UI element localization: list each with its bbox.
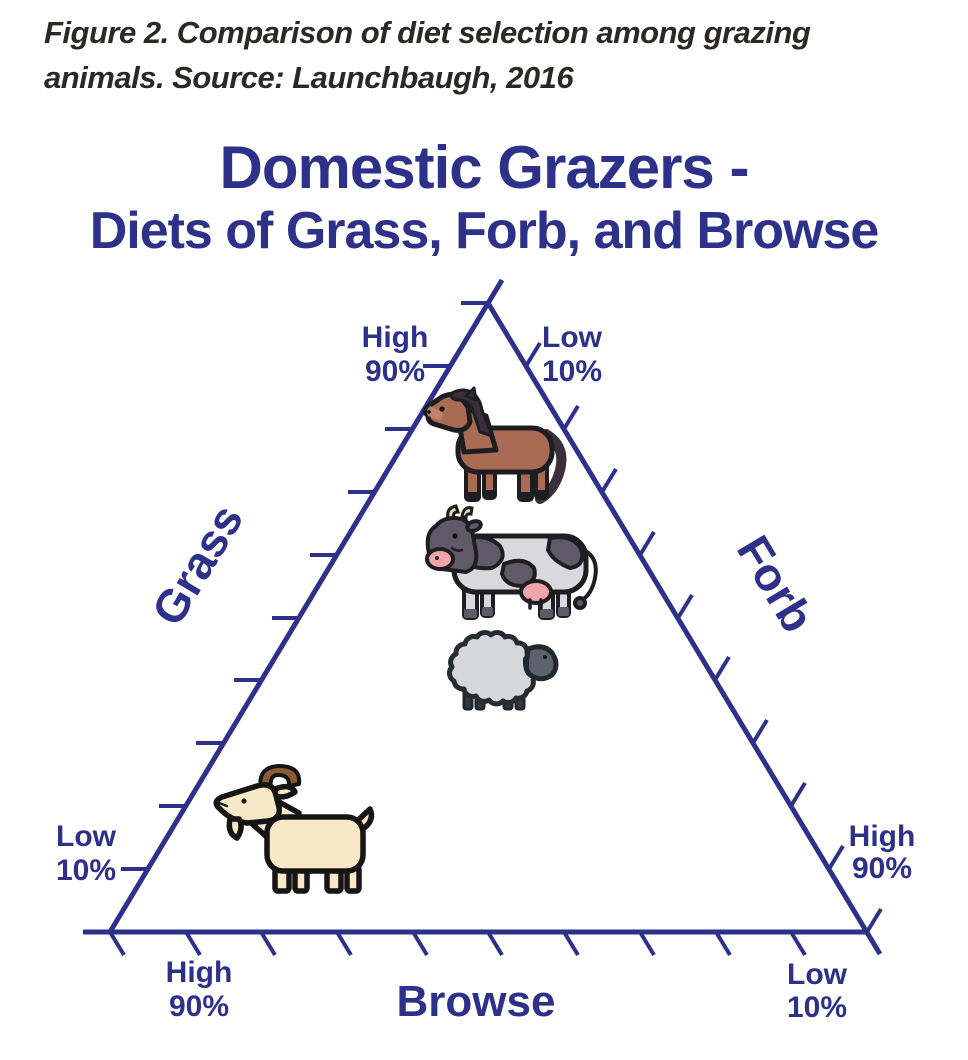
forb-high-label-line2: 90% — [851, 852, 913, 885]
goat-eye — [241, 798, 246, 803]
grass-low-label-line2: 10% — [55, 854, 117, 887]
horse-icon — [425, 388, 561, 501]
cow-icon — [427, 506, 596, 618]
chart-title-line2: Diets of Grass, Forb, and Browse — [89, 202, 879, 260]
forb-axis-ticks — [526, 343, 881, 932]
forb-right-edge — [488, 303, 880, 954]
browse-low-label-line2: 10% — [786, 991, 848, 1024]
grass-high-label-line2: 90% — [364, 355, 426, 388]
cow-eye — [452, 533, 457, 538]
sheep-eye — [543, 655, 547, 659]
chart-title-line1: Domestic Grazers - — [219, 134, 749, 201]
triangle-edges — [83, 280, 880, 954]
horse-eye — [439, 406, 444, 411]
cow-udder — [521, 581, 551, 603]
cow-muzzle — [427, 549, 453, 569]
grass-high-label-line1: High — [361, 321, 429, 354]
browse-high-label-line1: High — [165, 956, 233, 989]
horse-nostril — [427, 410, 431, 414]
forb-low-label-line2: 10% — [541, 355, 603, 388]
figure-caption-line2: animals. Source: Launchbaugh, 2016 — [44, 60, 574, 95]
browse-high-label-line2: 90% — [168, 990, 230, 1023]
browse-axis-ticks — [110, 932, 805, 955]
goat-icon — [216, 766, 371, 891]
cow-tail-tuft — [575, 598, 585, 608]
goat-body — [267, 817, 363, 871]
sheep-ear — [523, 656, 529, 668]
forb-high-label-line1: High — [848, 820, 916, 853]
goat-head — [216, 785, 279, 823]
goat-beard — [229, 819, 241, 838]
grass-low-label-line1: Low — [56, 820, 116, 853]
figure-caption-line1: Figure 2. Comparison of diet selection among grazing — [44, 15, 811, 50]
cow-nostril — [435, 556, 439, 560]
sheep-icon — [450, 633, 556, 709]
forb-low-label-line1: Low — [542, 321, 602, 354]
forb-axis-label: Forb — [727, 526, 825, 641]
browse-low-label-line1: Low — [787, 958, 847, 991]
cow-horn-right — [462, 508, 472, 518]
browse-axis-label: Browse — [396, 977, 556, 1026]
grass-axis-label: Grass — [141, 495, 254, 635]
sheep-head — [526, 647, 556, 679]
